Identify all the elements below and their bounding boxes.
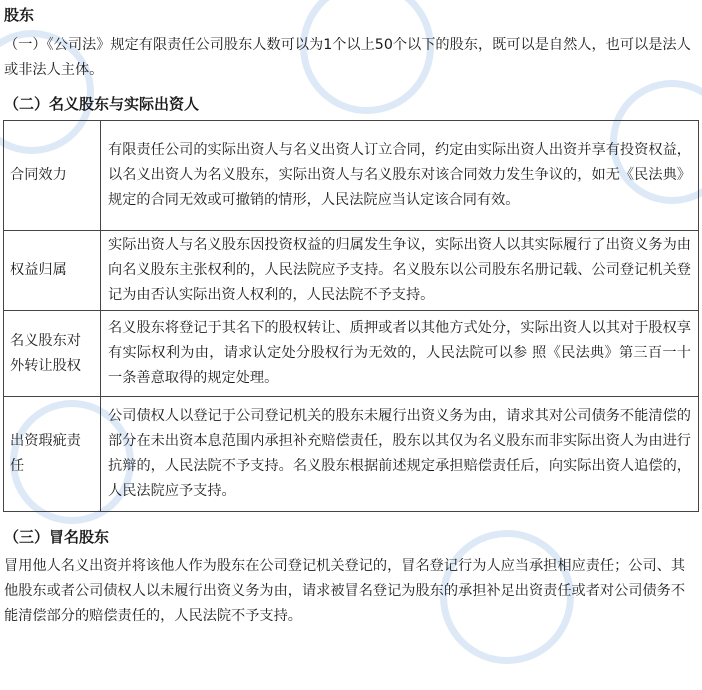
nominee-shareholder-table [3, 120, 699, 512]
row-text: 实际出资人与名义股东因投资权益的归属发生争议，实际出资人以其实际履行了出资义务为由向名义股东主张权利的，人民法院应予支持。名义股东以公司股东名册记载、公司登记机关登记为由否认实际出资人权利的，人民法院不予支持。 [101, 231, 699, 311]
section2-heading: （二）名义股东与实际出资人 [4, 95, 200, 113]
row-text: 公司债权人以登记于公司登记机关的股东未履行出资义务为由，请求其对公司债务不能清偿的部分在未出资本息范围内承担补充赔偿责任，股东以其仅为名义股东而非实际出资人为由进行抗辩的，人民法院不予支持。名义股东根据前述规定承担赔偿责任后，向实际出资人追偿的，人民法院应予支持。 [101, 397, 699, 512]
row-label: 名义股东对外转让股权 [4, 311, 101, 397]
table-row [4, 231, 699, 311]
table-row [4, 121, 699, 231]
row-text: 名义股东将登记于其名下的股权转让、质押或者以其他方式处分，实际出资人以其对于股权享有实际权利为由，请求认定处分股权行为无效的，人民法院可以参 照《民法典》第三百一十一条善意取得的规定处理。 [101, 311, 699, 397]
row-text: 有限责任公司的实际出资人与名义出资人订立合同，约定由实际出资人出资并享有投资权益，以名义出资人为名义股东，实际出资人与名义股东对该合同效力发生争议的，如无《民法典》规定的合同无效或可撤销的情形，人民法院应当认定该合同有效。 [101, 121, 699, 231]
section3-text: 冒用他人名义出资并将该他人作为股东在公司登记机关登记的，冒名登记行为人应当承担相应责任；公司、其他股东或者公司债权人以未履行出资义务为由，请求被冒名登记为股东的承担补足出资责任或者对公司债务不能清偿部分的赔偿责任的，人民法院不予支持。 [4, 558, 686, 624]
row-label: 出资瑕疵责任 [4, 397, 101, 512]
section3-heading: （三）冒名股东 [4, 528, 110, 546]
row-label: 权益归属 [4, 231, 101, 311]
section1-text: （一）《公司法》规定有限责任公司股东人数可以为1个以上50个以下的股东，既可以是自然人，也可以是法人或非法人主体。 [4, 37, 691, 78]
page-title: 股东 [4, 6, 35, 24]
table-row [4, 311, 699, 397]
row-label: 合同效力 [4, 121, 101, 231]
table-row [4, 397, 699, 512]
